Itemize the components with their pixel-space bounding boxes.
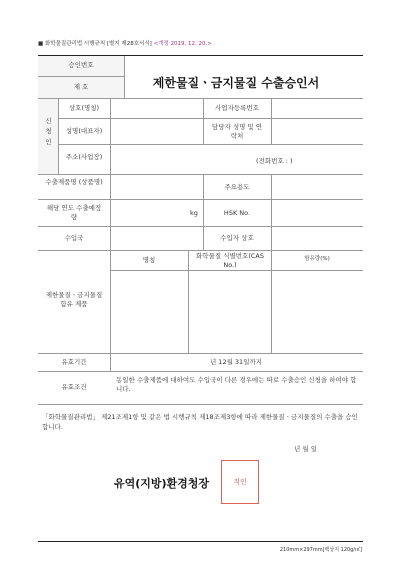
validity-value: 년 12월 31일까지 xyxy=(209,358,263,366)
condition-label: 유효조건 xyxy=(61,383,87,391)
export-product-label: 수출제품명 (상품명) xyxy=(45,178,103,186)
col-name-header: 명칭 xyxy=(142,256,156,264)
phone-label: (전화번호 : ) xyxy=(256,157,293,165)
receipt-no-label: 제 호 xyxy=(73,83,89,91)
col-line xyxy=(58,98,59,174)
row-line xyxy=(58,144,363,145)
form-legal-basis: ■ 화학물질관리법 시행규칙 [별지 제28호서식] xyxy=(38,41,152,47)
row-line xyxy=(58,118,363,119)
unit-kg: kg xyxy=(190,209,198,217)
importing-country-label: 수입국 xyxy=(64,234,84,242)
form-header xyxy=(38,39,212,47)
col-line xyxy=(203,98,204,144)
row-line xyxy=(38,226,363,227)
col-line xyxy=(124,56,125,98)
business-reg-no-label: 사업자등록번호 xyxy=(215,104,259,112)
contact-label: 담당자 성명 및 연락처 xyxy=(211,123,263,140)
seal-label: 직인 xyxy=(233,478,247,486)
form-title: 제한물질ㆍ금지물질 수출승인서 xyxy=(152,76,320,90)
col-line xyxy=(271,174,272,250)
address-label: 주소(사업장) xyxy=(65,153,103,161)
row-line xyxy=(110,270,363,271)
validity-label: 유효기간 xyxy=(61,358,87,366)
row-line xyxy=(38,404,363,405)
row-line xyxy=(38,199,363,200)
date-line: 년 월 일 xyxy=(294,445,317,453)
col-line xyxy=(188,250,189,353)
export-approval-form xyxy=(38,55,363,542)
rep-name-label: 성명(대표자) xyxy=(65,127,103,135)
col-cas-header: 화학물질 식별번호(CAS No.) xyxy=(196,252,264,269)
form-revision-date: <개정 2019. 12. 20.> xyxy=(153,41,212,47)
paper-size-note: 210mm×297mm[백상지 120g/㎡] xyxy=(279,547,362,553)
applicant-label: 신청인 xyxy=(45,117,52,146)
col-content-header: 함유량(%) xyxy=(304,256,330,262)
main-use-label: 주요용도 xyxy=(224,183,250,191)
approval-statement: 「화학물질관리법」 제21조제1항 및 같은 법 시행규칙 제18조제3항에 따라 제한물질ㆍ금지물질의 수출을 승인합니다. xyxy=(42,413,358,432)
col-line xyxy=(203,174,204,250)
row-line xyxy=(38,76,124,77)
row-line xyxy=(38,98,363,99)
importer-name-label: 수입자 상호 xyxy=(220,234,254,242)
row-line xyxy=(38,371,363,372)
col-line xyxy=(271,98,272,144)
row-line xyxy=(38,250,363,251)
approval-no-label: 승인번호 xyxy=(68,61,94,69)
annual-export-label: 해당 연도 수출예정량 xyxy=(46,204,102,221)
row-line xyxy=(38,174,363,175)
substance-section-label: 제한물질ㆍ금지물질 함유 제품 xyxy=(45,291,103,308)
col-line xyxy=(271,250,272,353)
official-seal-box xyxy=(221,460,259,504)
row-line xyxy=(38,353,363,354)
company-name-label: 상호(명칭) xyxy=(68,104,100,112)
col-line xyxy=(110,98,111,371)
hsk-label: HSK No. xyxy=(223,209,251,217)
signer-title: 유역(지방)환경청장 xyxy=(114,477,210,490)
condition-text: 동일한 수출제품에 대하여도 수입국이 다른 경우에는 따로 수출승인 신청을 하여야 합니다. xyxy=(116,376,357,393)
